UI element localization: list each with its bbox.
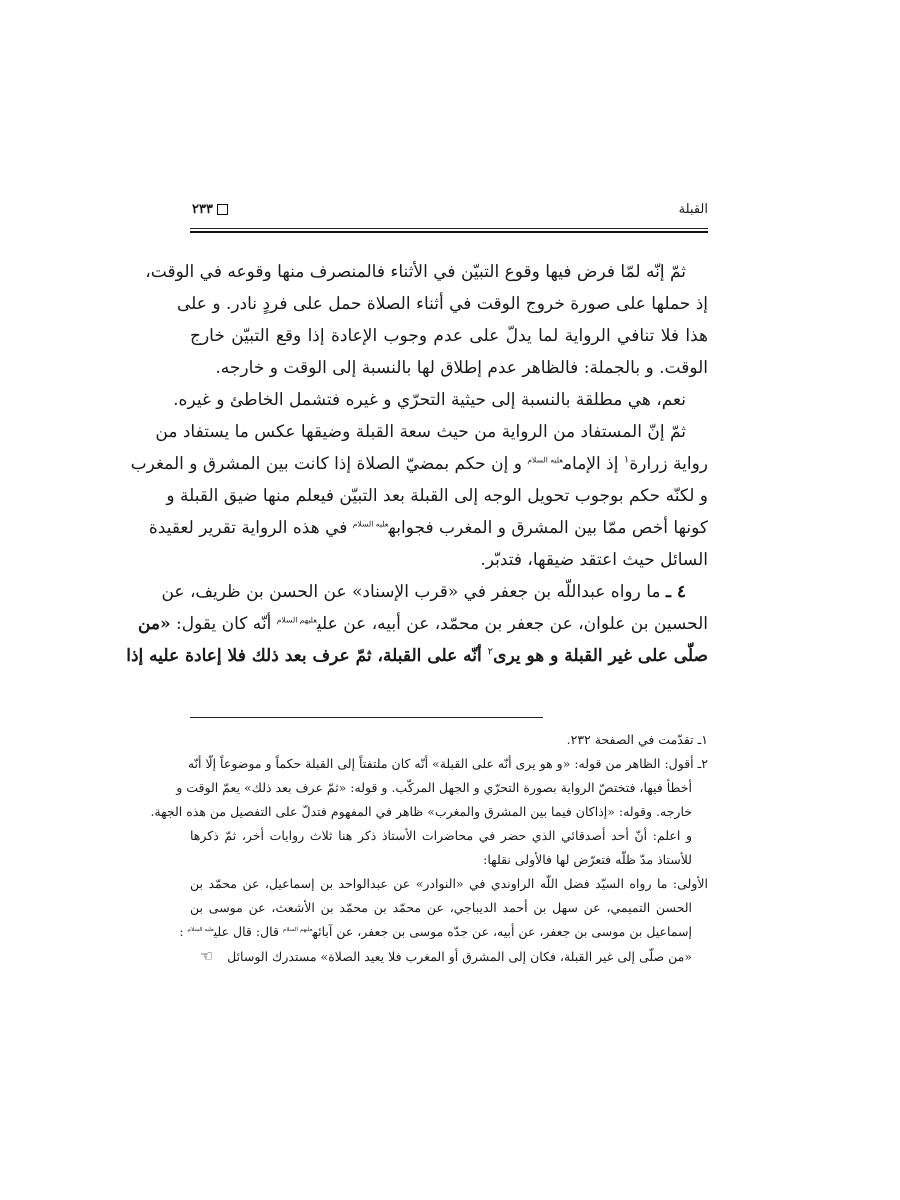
footnote-line (176, 776, 708, 800)
footnote-line (190, 848, 708, 872)
text-run: ثمّ إنّ المستفاد من الرواية من حيث سعة القبلة وضيقها عكس ما يستفاد من (155, 422, 686, 442)
footnote-line (179, 920, 708, 944)
footnote-line (187, 752, 708, 776)
text-run: قال: قال علي (213, 924, 283, 939)
footnote-separator (190, 717, 543, 718)
page-number: ٢٣٣ (192, 202, 213, 217)
text-run: : (179, 924, 188, 939)
honorific-ligature: عليهم السلام (276, 615, 317, 625)
footnotes (150, 728, 708, 968)
text-line (190, 352, 708, 384)
text-run: إسماعيل بن موسى بن جعفر، عن أبيه، عن جدّه موسى بن جعفر، عن آبائه (312, 924, 692, 939)
text-run: الأولى: ما رواه السيّد فضل اللّه الراوندي في «النوادر» عن عبدالواحد بن إسماعيل، عن محمّد بن (190, 876, 708, 891)
text-run: نعم، هي مطلقة بالنسبة إلى حيثية التحرّي و غيره فتشمل الخاطئ و غيره. (173, 390, 686, 410)
footnote-line (190, 728, 708, 752)
text-run: رواية زرارة (629, 454, 708, 474)
text-run: و لكنّه حكم بوجوب تحويل الوجه إلى القبلة بعد التبيّن فيعلم منها ضيق القبلة و (166, 486, 708, 506)
footnote-marker[interactable]: ١ (623, 454, 630, 466)
text-line (126, 640, 708, 672)
bold-text: أنّه على القبلة، ثمّ عرف بعد ذلك فلا إعادة عليه إذا (126, 646, 488, 666)
text-run: إذ حملها على صورة خروج الوقت في أثناء الصلاة حمل على فردٍ نادر. و على (176, 294, 708, 314)
text-line (166, 480, 708, 512)
text-line (155, 416, 708, 448)
text-line (176, 288, 708, 320)
text-line (173, 384, 708, 416)
footnote-line (150, 800, 708, 824)
text-run: في هذه الرواية تقرير لعقيدة (148, 518, 353, 538)
text-run: «من صلّى إلى غير القبلة، فكان إلى المشرق أو المغرب فلا يعيد الصلاة» مستدرك الوسائل (227, 949, 692, 964)
text-run: الوقت. و بالجملة: فالظاهر عدم إطلاق لها بالنسبة إلى الوقت و خارجه. (215, 358, 708, 378)
text-run: أنّه كان يقول: (170, 614, 277, 634)
bold-text: ٤ ـ (665, 582, 686, 602)
header-rule-thin (190, 228, 708, 229)
text-run: ٢ـ أقول: الظاهر من قوله: «و هو يرى أنّه على القبلة» أنّه كان ملتفتاً إلى القبلة حكماً و موضوعاً إلّا أنّه (187, 756, 708, 771)
text-run: الحسن التميمي، عن سهل بن أحمد الديباجي، عن محمّد بن محمّد بن الأشعث، عن موسى بن (190, 900, 692, 915)
header-rule-thick (190, 231, 708, 233)
main-text (126, 256, 708, 672)
text-line (190, 544, 708, 576)
footnote-marker[interactable]: ٢ (487, 646, 494, 658)
text-run: خارجه. وقوله: «إذاكان فيما بين المشرق والمغرب» ظاهر في المفهوم فتدلّ على التفصيل من هذه الجهة. (150, 804, 692, 819)
text-run: الحسين بن علوان، عن جعفر بن محمّد، عن أبيه، عن علي (316, 614, 708, 634)
text-run: ثمّ إنّه لمّا فرض فيها وقوع التبيّن في الأثناء فالمنصرف منها وقوعه في الوقت، (145, 262, 686, 282)
text-line (130, 448, 708, 480)
text-run: هذا فلا تنافي الرواية لما يدلّ على عدم وجوب الإعادة إذا وقع التبيّن خارج (190, 326, 708, 346)
honorific-ligature: عليهم السلام (282, 926, 313, 933)
text-run: و اعلم: أنّ أحد أصدقائي الذي حضر في محاضرات الأستاذ ذكر هنا ثلاث روايات أخر، ثمّ ذكرها (190, 828, 692, 843)
text-run: أخطأ فيها، فتختصّ الرواية بصورة التحرّي و الجهل المركّب. و قوله: «ثمّ عرف بعد ذلك» يعمّ الوقت و (176, 780, 692, 795)
pointing-hand-icon: ☜ (199, 947, 214, 965)
footnote-line (190, 896, 708, 920)
running-header (190, 202, 708, 224)
honorific-ligature: عليه السلام (352, 519, 389, 529)
text-run: و إن حكم بمضيّ الصلاة إذا كانت بين المشرق و المغرب (130, 454, 528, 474)
text-line (161, 576, 708, 608)
chapter-title: القبلة (678, 202, 708, 217)
text-run: إذ الإمام (562, 454, 624, 474)
text-line (145, 256, 708, 288)
footnote-line (190, 944, 708, 968)
honorific-ligature: عليه السلام (527, 455, 563, 465)
footnote-line (190, 824, 708, 848)
bold-text: «من (137, 614, 171, 634)
text-run: كونها أخص ممّا بين المشرق و المغرب فجوابه (388, 518, 708, 538)
text-run: ١ـ تقدّمت في الصفحة ٢٣٢. (566, 732, 708, 747)
text-line (148, 512, 708, 544)
honorific-ligature: عليه السلام (187, 926, 214, 933)
text-run: السائل حيث اعتقد ضيقها، فتدبّر. (480, 550, 708, 570)
bold-text: صلّى على غير القبلة و هو يرى (493, 646, 708, 666)
text-line (137, 608, 708, 640)
text-run: ما رواه عبداللّه بن جعفر في «قرب الإسناد» عن الحسن بن ظريف، عن (161, 582, 666, 602)
square-ornament-icon (217, 204, 228, 215)
text-run: للأستاذ مدّ ظلّه فتعرّض لها فالأولى نقلها: (483, 852, 692, 867)
text-line (190, 320, 708, 352)
footnote-line (190, 872, 708, 896)
page-number-block (192, 202, 228, 217)
